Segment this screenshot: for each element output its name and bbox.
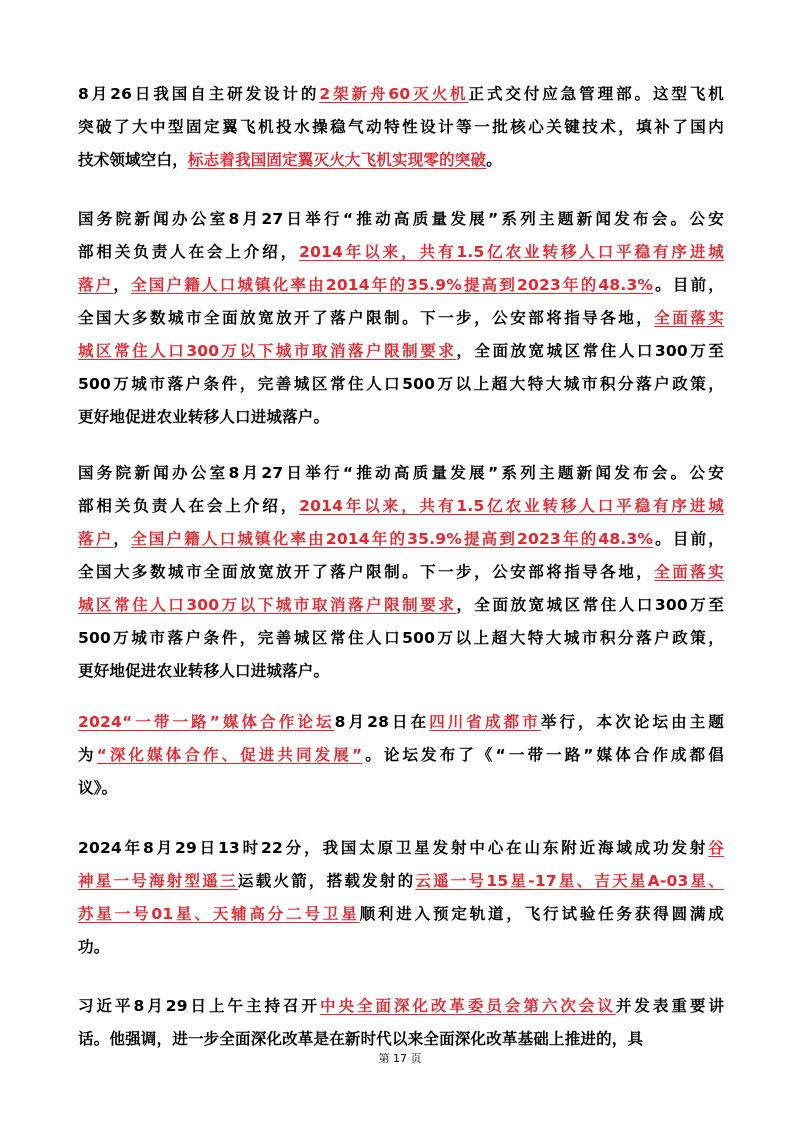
highlighted-text: 城区常住人口300万以下城市取消落户限制要求 bbox=[78, 596, 457, 614]
text-line bbox=[78, 368, 724, 401]
text-segment: 国务院新闻办公室8月27日举行“推动高质量发展”系列主题新闻发布会。公安 bbox=[78, 210, 724, 228]
text-line bbox=[78, 739, 724, 772]
text-line bbox=[78, 898, 724, 931]
highlighted-text: 全国户籍人口城镇化率由2014年的35.9%提高到2023年的48.3% bbox=[131, 530, 654, 548]
text-line bbox=[78, 269, 724, 302]
text-segment: ，全面放宽城区常住人口300万至 bbox=[456, 342, 724, 360]
text-segment: 。论坛发布了《“一带一路”媒体合作成都倡 bbox=[362, 746, 724, 764]
text-segment: 并发表重要讲 bbox=[615, 997, 725, 1015]
highlighted-text: 2014年以来，共有1.5亿农业转移人口平稳有序进城 bbox=[299, 243, 724, 261]
text-line bbox=[78, 78, 724, 111]
text-line bbox=[78, 523, 724, 556]
text-segment: ， bbox=[113, 276, 132, 294]
text-segment: 全国大多数城市全面放宽放开了落户限制。下一步，公安部将指导各地， bbox=[78, 563, 655, 581]
text-segment: ， bbox=[113, 530, 132, 548]
highlighted-text: 中央全面深化改革委员会第六次会议 bbox=[319, 997, 616, 1015]
text-segment: 为 bbox=[78, 746, 97, 764]
text-segment: 部相关负责人在会上介绍， bbox=[78, 243, 300, 261]
text-segment: 。目前， bbox=[653, 530, 724, 548]
text-segment: 更好地促进农业转移人口进城落户。 bbox=[78, 662, 330, 680]
text-segment: 500万城市落户条件，完善城区常住人口500万以上超大特大城市积分落户政策， bbox=[78, 375, 724, 393]
highlighted-text: 苏星一号01星、天辅高分二号卫星 bbox=[78, 905, 360, 923]
paragraph-satellite-launch bbox=[78, 832, 724, 964]
highlighted-text: 四川省成都市 bbox=[429, 713, 541, 731]
text-line bbox=[78, 589, 724, 622]
text-line bbox=[78, 832, 724, 865]
text-segment: 功。 bbox=[78, 938, 110, 956]
highlighted-text: 全国户籍人口城镇化率由2014年的35.9%提高到2023年的48.3% bbox=[131, 276, 654, 294]
text-line bbox=[78, 401, 724, 434]
text-line bbox=[78, 556, 724, 589]
highlighted-text: 谷 bbox=[708, 839, 724, 857]
text-segment: 8月28日在 bbox=[334, 713, 430, 731]
text-segment: 技术领域空白， bbox=[78, 151, 188, 169]
text-segment: 。目前， bbox=[653, 276, 724, 294]
text-segment: 部相关负责人在会上介绍， bbox=[78, 497, 300, 515]
text-segment: 更好地促进农业转移人口进城落户。 bbox=[78, 408, 330, 426]
text-segment: 习近平8月29日上午主持召开 bbox=[78, 997, 320, 1015]
text-segment: 话。他强调，进一步全面深化改革是在新时代以来全面深化改革基础上推进的，具 bbox=[78, 1030, 644, 1048]
text-segment: 运载火箭，搭载发射的 bbox=[237, 872, 416, 890]
text-line bbox=[78, 144, 724, 177]
text-segment: 举行，本次论坛由主题 bbox=[540, 713, 724, 731]
text-segment: 2024年8月29日13时22分，我国太原卫星发射中心在山东附近海域成功发射 bbox=[78, 839, 709, 857]
highlighted-text: 2014年以来，共有1.5亿农业转移人口平稳有序进城 bbox=[299, 497, 724, 515]
text-segment: ，全面放宽城区常住人口300万至 bbox=[456, 596, 724, 614]
text-segment: 8月26日我国自主研发设计的 bbox=[78, 85, 320, 103]
highlighted-text: 城区常住人口300万以下城市取消落户限制要求 bbox=[78, 342, 457, 360]
highlighted-text: “深化媒体合作、促进共同发展” bbox=[96, 746, 363, 764]
highlighted-text: 标志着我国固定翼灭火大飞机实现零的突破 bbox=[187, 151, 487, 169]
text-line bbox=[78, 655, 724, 688]
text-line bbox=[78, 335, 724, 368]
text-line bbox=[78, 203, 724, 236]
paragraph-media-forum bbox=[78, 706, 724, 805]
highlighted-text: 2024“一带一路”媒体合作论坛 bbox=[78, 713, 335, 731]
text-segment: 正式交付应急管理部。这型飞机 bbox=[468, 85, 725, 103]
paragraph-urbanization-repeat bbox=[78, 457, 724, 688]
text-line bbox=[78, 622, 724, 655]
text-line bbox=[78, 990, 724, 1023]
text-line bbox=[78, 236, 724, 269]
paragraph-urbanization bbox=[78, 203, 724, 434]
highlighted-text: 落户 bbox=[78, 530, 114, 548]
highlighted-text: 云遥一号15星-17星、吉天星A-03星、 bbox=[415, 872, 724, 890]
text-segment: 突破了大中型固定翼飞机投水操稳气动特性设计等一批核心关键技术，填补了国内 bbox=[78, 118, 724, 136]
text-line bbox=[78, 111, 724, 144]
text-segment: 。 bbox=[486, 151, 502, 169]
text-line bbox=[78, 772, 724, 805]
paragraph-reform-meeting bbox=[78, 990, 724, 1056]
text-segment: 议》。 bbox=[78, 779, 118, 797]
text-segment: 全国大多数城市全面放宽放开了落户限制。下一步，公安部将指导各地， bbox=[78, 309, 655, 327]
text-line bbox=[78, 931, 724, 964]
highlighted-text: 全面落实 bbox=[654, 563, 724, 581]
text-line bbox=[78, 706, 724, 739]
text-segment: 500万城市落户条件，完善城区常住人口500万以上超大特大城市积分落户政策， bbox=[78, 629, 724, 647]
text-segment: 国务院新闻办公室8月27日举行“推动高质量发展”系列主题新闻发布会。公安 bbox=[78, 464, 724, 482]
page-number: 第 17 页 bbox=[378, 1052, 422, 1065]
text-line bbox=[78, 865, 724, 898]
highlighted-text: 神星一号海射型遥三 bbox=[78, 872, 238, 890]
text-line bbox=[78, 457, 724, 490]
text-line bbox=[78, 490, 724, 523]
highlighted-text: 落户 bbox=[78, 276, 114, 294]
text-line bbox=[78, 302, 724, 335]
paragraph-aircraft bbox=[78, 78, 724, 177]
text-segment: 顺利进入预定轨道，飞行试验任务获得圆满成 bbox=[359, 905, 724, 923]
highlighted-text: 全面落实 bbox=[654, 309, 724, 327]
highlighted-text: 2架新舟60灭火机 bbox=[319, 85, 469, 103]
